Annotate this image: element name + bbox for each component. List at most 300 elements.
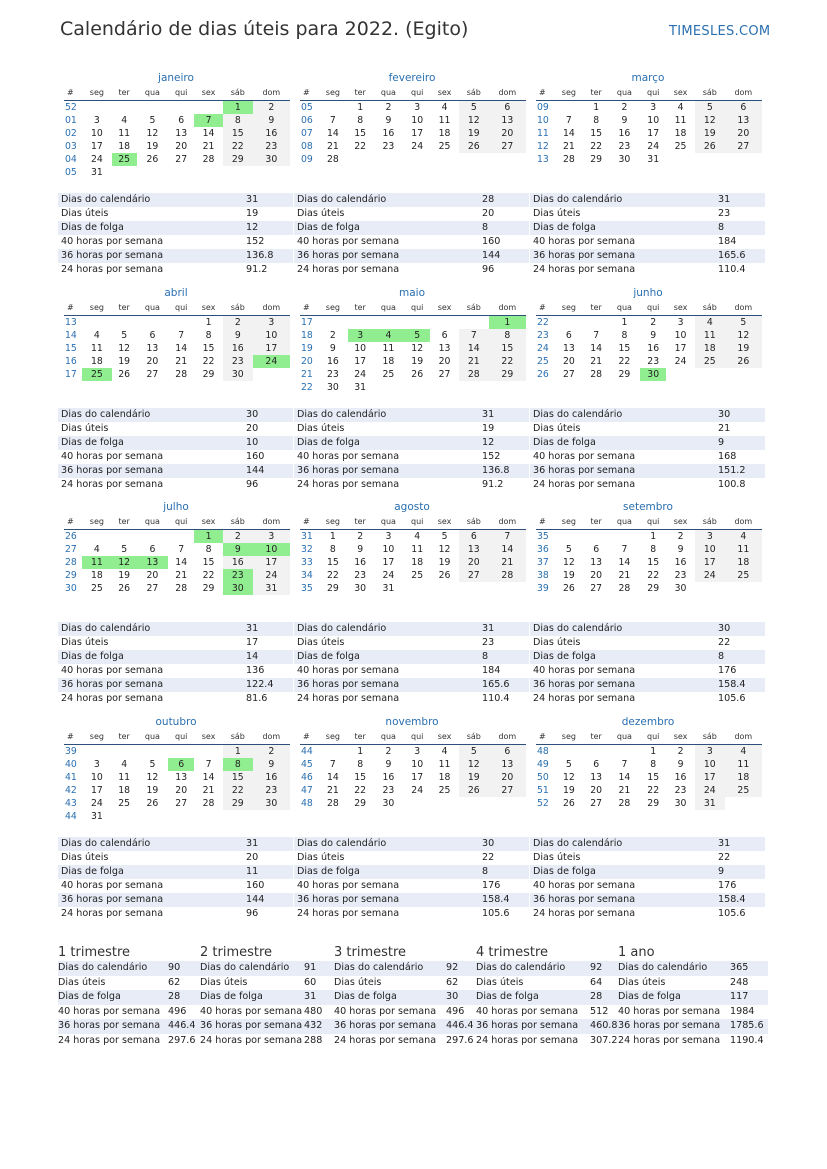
day-cell xyxy=(253,368,290,381)
day-cell: 23 xyxy=(674,569,687,581)
day-cell: 11 xyxy=(118,771,131,783)
day-cell: 31 xyxy=(90,166,103,178)
day-cell: 26 xyxy=(146,153,159,165)
stat-row xyxy=(530,865,765,879)
week-number: 41 xyxy=(65,771,77,783)
stat-label: 36 horas por semana xyxy=(58,249,246,263)
brand-link[interactable]: TIMESLES.COM xyxy=(669,24,771,39)
stat-label: 24 horas por semana xyxy=(61,908,164,919)
week-row xyxy=(64,355,290,368)
week-row xyxy=(300,758,526,771)
stat-label: 40 horas por semana xyxy=(297,236,400,247)
month-stats xyxy=(58,622,293,706)
stat-label: Dias do calendário xyxy=(294,622,482,636)
stat-value: 20 xyxy=(246,423,259,434)
day-cell: 4 xyxy=(441,101,448,113)
day-cell: 13 xyxy=(137,556,169,569)
day-cell: 31 xyxy=(90,810,103,822)
stat-value: 9 xyxy=(718,865,765,879)
quarter-stat-value: 30 xyxy=(446,990,476,1005)
day-cell: 16 xyxy=(354,556,367,568)
stat-label: 36 horas por semana xyxy=(58,464,246,478)
day-cell: 26 xyxy=(118,582,131,594)
day-cell: 9 xyxy=(253,114,290,127)
quarter-stat-label: Dias de folga xyxy=(618,990,730,1005)
weekday-header: dom xyxy=(725,86,762,100)
day-cell: 25 xyxy=(82,368,112,381)
day-cell: 18 xyxy=(118,784,131,796)
day-cell: 4 xyxy=(93,329,100,341)
day-cell: 24 xyxy=(411,784,424,796)
day-cell: 27 xyxy=(146,368,159,380)
stat-value: 96 xyxy=(246,908,259,919)
calendar-grid xyxy=(300,730,526,810)
stat-row xyxy=(530,907,765,921)
weekday-header: # xyxy=(300,86,318,100)
stat-value: 91.2 xyxy=(482,479,504,490)
day-cell: 22 xyxy=(647,784,660,796)
weekday-header: ter xyxy=(584,86,609,100)
quarter-stat-value: 92 xyxy=(446,961,476,976)
day-cell: 21 xyxy=(326,784,339,796)
day-cell: 15 xyxy=(326,556,339,568)
day-cell: 2 xyxy=(621,101,628,113)
week-row xyxy=(64,153,290,166)
day-cell: 31 xyxy=(354,381,367,393)
week-number: 09 xyxy=(537,101,549,113)
weekday-header: qui xyxy=(640,86,666,100)
week-number: 35 xyxy=(301,582,313,594)
month-stats xyxy=(530,837,765,921)
week-row xyxy=(300,556,526,569)
stat-value: 21 xyxy=(718,423,731,434)
day-cell: 28 xyxy=(590,368,603,380)
quarter-stat-label: 40 horas por semana xyxy=(58,1005,161,1017)
day-cell: 16 xyxy=(647,342,660,354)
week-row xyxy=(536,114,762,127)
week-row xyxy=(536,744,762,758)
weekday-header: seg xyxy=(554,86,584,100)
day-cell: 5 xyxy=(459,744,489,758)
weekday-header: dom xyxy=(725,730,762,744)
day-cell: 27 xyxy=(438,368,451,380)
day-cell: 10 xyxy=(253,329,290,342)
weekday-header: ter xyxy=(348,515,373,529)
stat-label: 36 horas por semana xyxy=(294,678,482,692)
stat-row xyxy=(58,450,293,464)
day-cell: 10 xyxy=(354,342,367,354)
weekday-header: sáb xyxy=(223,86,253,100)
week-number: 22 xyxy=(301,381,313,393)
day-cell: 19 xyxy=(695,127,725,140)
day-cell xyxy=(253,810,290,823)
day-cell: 7 xyxy=(329,114,336,126)
day-cell: 3 xyxy=(93,114,100,126)
day-cell xyxy=(459,582,489,595)
stat-row xyxy=(294,422,529,436)
day-cell: 28 xyxy=(175,582,188,594)
stat-label: 24 horas por semana xyxy=(533,693,636,704)
day-cell: 1 xyxy=(357,745,364,757)
stat-row xyxy=(294,692,529,706)
day-cell: 8 xyxy=(357,114,364,126)
weekday-header: qui xyxy=(168,301,194,315)
week-row xyxy=(64,758,290,771)
stat-label: Dias úteis xyxy=(61,423,109,434)
calendar-grid xyxy=(536,86,762,166)
week-row xyxy=(64,315,290,329)
week-row xyxy=(300,784,526,797)
month-stats xyxy=(530,622,765,706)
week-number: 12 xyxy=(537,140,549,152)
stat-row xyxy=(530,422,765,436)
quarter-stat-row xyxy=(58,976,768,991)
day-cell: 7 xyxy=(178,329,185,341)
weekday-header: # xyxy=(64,86,82,100)
quarter-stat-value: 432 xyxy=(304,1019,334,1034)
month-stats xyxy=(530,408,765,492)
day-cell: 5 xyxy=(565,543,572,555)
day-cell: 12 xyxy=(725,329,762,342)
day-cell: 8 xyxy=(205,329,212,341)
stat-label: 24 horas por semana xyxy=(61,693,164,704)
day-cell: 22 xyxy=(590,140,603,152)
stat-row xyxy=(294,879,529,893)
week-number: 17 xyxy=(65,368,77,380)
day-cell: 15 xyxy=(590,127,603,139)
week-row xyxy=(536,543,762,556)
stat-value: 100.8 xyxy=(718,479,746,490)
day-cell: 29 xyxy=(354,797,367,809)
month-stats xyxy=(294,837,529,921)
month-name: junho xyxy=(633,287,663,299)
day-cell xyxy=(318,315,348,329)
day-cell: 4 xyxy=(695,315,725,329)
day-cell: 11 xyxy=(90,342,103,354)
quarter-stat-value: 460.8 xyxy=(590,1019,618,1034)
stat-label: 40 horas por semana xyxy=(297,665,400,676)
day-cell: 14 xyxy=(590,342,603,354)
stat-row xyxy=(294,450,529,464)
day-cell xyxy=(318,100,348,114)
month-stats xyxy=(58,837,293,921)
stat-row xyxy=(58,664,293,678)
day-cell: 25 xyxy=(725,784,762,797)
stat-row xyxy=(530,837,765,851)
day-cell xyxy=(404,797,430,810)
day-cell xyxy=(253,166,290,179)
day-cell: 29 xyxy=(223,153,253,166)
day-cell: 3 xyxy=(414,101,421,113)
week-number: 22 xyxy=(537,316,549,328)
day-cell: 4 xyxy=(414,530,421,542)
quarter-stat-label: 40 horas por semana xyxy=(618,1005,721,1017)
stat-row xyxy=(294,464,529,478)
day-cell: 3 xyxy=(253,529,290,543)
weekday-header: sex xyxy=(666,301,695,315)
day-cell: 20 xyxy=(590,569,603,581)
day-cell: 24 xyxy=(90,153,103,165)
stat-value: 144 xyxy=(482,249,529,263)
day-cell xyxy=(82,529,112,543)
day-cell: 7 xyxy=(329,758,336,770)
weekday-header: dom xyxy=(253,86,290,100)
day-cell: 1 xyxy=(489,315,526,329)
day-cell xyxy=(459,797,489,810)
day-cell: 17 xyxy=(253,342,290,355)
stat-value: 31 xyxy=(246,837,293,851)
week-row xyxy=(64,569,290,582)
day-cell xyxy=(82,100,112,114)
quarter-stat-value: 496 xyxy=(446,1005,465,1017)
day-cell: 15 xyxy=(489,342,526,355)
weekday-header: sex xyxy=(666,515,695,529)
day-cell xyxy=(82,315,112,329)
weekday-header: dom xyxy=(725,515,762,529)
day-cell: 22 xyxy=(354,784,367,796)
weekday-header: sáb xyxy=(695,730,725,744)
day-cell: 6 xyxy=(593,758,600,770)
day-cell: 18 xyxy=(725,771,762,784)
month-maio xyxy=(294,285,530,490)
day-cell: 16 xyxy=(674,771,687,783)
week-row xyxy=(64,771,290,784)
day-cell xyxy=(137,529,169,543)
day-cell: 8 xyxy=(621,329,628,341)
stat-value: 158.4 xyxy=(718,678,765,692)
day-cell: 22 xyxy=(223,784,253,797)
quarter-stat-label: 24 horas por semana xyxy=(200,1034,303,1046)
day-cell: 9 xyxy=(223,329,253,342)
month-name: setembro xyxy=(623,501,673,513)
day-cell: 1 xyxy=(357,101,364,113)
week-row xyxy=(536,329,762,342)
calendar-grid xyxy=(64,515,290,595)
week-number: 29 xyxy=(65,569,77,581)
stat-label: Dias do calendário xyxy=(530,622,718,636)
stat-label: 24 horas por semana xyxy=(297,908,400,919)
quarter-stat-label: Dias úteis xyxy=(618,976,666,988)
stat-row xyxy=(58,893,293,907)
weekday-header: sáb xyxy=(223,301,253,315)
quarter-stat-label: 36 horas por semana xyxy=(476,1019,590,1034)
day-cell: 8 xyxy=(489,329,526,342)
day-cell: 20 xyxy=(146,569,159,581)
day-cell: 2 xyxy=(223,529,253,543)
quarter-stat-label: 24 horas por semana xyxy=(476,1034,579,1046)
week-number: 16 xyxy=(65,355,77,367)
day-cell: 22 xyxy=(647,569,660,581)
quarter-stat-value: 117 xyxy=(730,990,768,1005)
day-cell: 24 xyxy=(354,368,367,380)
week-row xyxy=(300,797,526,810)
stat-label: 40 horas por semana xyxy=(61,665,164,676)
quarter-stat-value: 288 xyxy=(304,1034,323,1046)
stat-label: 24 horas por semana xyxy=(61,264,164,275)
weekday-header: # xyxy=(64,730,82,744)
day-cell: 29 xyxy=(489,368,526,381)
stat-row xyxy=(58,207,293,221)
day-cell: 20 xyxy=(146,355,159,367)
day-cell xyxy=(404,315,430,329)
stat-label: Dias do calendário xyxy=(294,408,482,422)
weekday-header: # xyxy=(536,301,554,315)
weekday-header: qua xyxy=(137,301,169,315)
quarter-stat-label: 40 horas por semana xyxy=(200,1005,303,1017)
stat-label: 40 horas por semana xyxy=(297,451,400,462)
weekday-header: qua xyxy=(373,515,405,529)
weekday-header: qua xyxy=(373,86,405,100)
day-cell: 30 xyxy=(223,368,253,381)
stat-row xyxy=(294,207,529,221)
week-number: 15 xyxy=(65,342,77,354)
stat-label: Dias úteis xyxy=(61,637,109,648)
weekday-header: qui xyxy=(404,515,430,529)
stat-row xyxy=(294,436,529,450)
day-cell: 24 xyxy=(695,784,725,797)
day-cell: 9 xyxy=(223,543,253,556)
day-cell: 29 xyxy=(618,368,631,380)
quarter-stat-value: 307.2 xyxy=(590,1034,618,1046)
stat-label: Dias úteis xyxy=(297,423,345,434)
week-row xyxy=(300,342,526,355)
month-stats xyxy=(58,408,293,492)
weekday-header: qui xyxy=(640,730,666,744)
day-cell: 24 xyxy=(647,140,660,152)
quarter-stat-value: 91 xyxy=(304,961,334,976)
day-cell: 18 xyxy=(90,355,103,367)
day-cell: 1 xyxy=(650,745,657,757)
stat-label: 40 horas por semana xyxy=(61,880,164,891)
day-cell: 12 xyxy=(562,556,575,568)
day-cell: 3 xyxy=(253,315,290,329)
day-cell: 10 xyxy=(647,114,660,126)
quarter-stat-label: 40 horas por semana xyxy=(476,1005,579,1017)
week-row xyxy=(536,797,762,810)
day-cell: 1 xyxy=(593,101,600,113)
weekday-header: seg xyxy=(82,301,112,315)
weekday-header: sáb xyxy=(459,86,489,100)
day-cell: 19 xyxy=(118,355,131,367)
day-cell: 28 xyxy=(175,368,188,380)
day-cell: 25 xyxy=(725,569,762,582)
weekday-header: qua xyxy=(609,515,641,529)
day-cell: 27 xyxy=(175,153,188,165)
weekday-header: dom xyxy=(489,730,526,744)
day-cell: 15 xyxy=(647,771,660,783)
day-cell: 24 xyxy=(253,355,290,368)
day-cell xyxy=(112,744,137,758)
stat-row xyxy=(294,263,529,277)
day-cell xyxy=(554,744,584,758)
day-cell: 16 xyxy=(326,355,339,367)
day-cell: 28 xyxy=(618,797,631,809)
week-number: 13 xyxy=(65,316,77,328)
quarter-stat-label: Dias do calendário xyxy=(334,961,446,976)
day-cell: 8 xyxy=(650,543,657,555)
day-cell xyxy=(168,744,194,758)
day-cell: 4 xyxy=(373,329,405,342)
stat-row xyxy=(58,235,293,249)
day-cell: 6 xyxy=(489,744,526,758)
day-cell: 28 xyxy=(459,368,489,381)
week-number: 37 xyxy=(537,556,549,568)
stat-value: 136.8 xyxy=(482,464,529,478)
weekday-header: sex xyxy=(430,301,459,315)
day-cell: 11 xyxy=(411,543,424,555)
day-cell xyxy=(112,810,137,823)
day-cell: 26 xyxy=(438,569,451,581)
day-cell: 21 xyxy=(175,355,188,367)
day-cell xyxy=(489,153,526,166)
day-cell xyxy=(725,797,762,810)
day-cell: 10 xyxy=(411,758,424,770)
week-row xyxy=(64,797,290,810)
week-row xyxy=(536,342,762,355)
week-row xyxy=(64,744,290,758)
quarter-stat-row xyxy=(58,1034,768,1049)
weekday-header: # xyxy=(64,301,82,315)
stat-value: 8 xyxy=(482,221,529,235)
quarter-stat-value: 512 xyxy=(590,1005,609,1017)
weekday-header: ter xyxy=(584,730,609,744)
stat-label: Dias de folga xyxy=(58,650,246,664)
stat-row xyxy=(58,464,293,478)
month-name: janeiro xyxy=(158,72,194,84)
week-number: 35 xyxy=(537,530,549,542)
day-cell xyxy=(137,166,169,179)
stat-row xyxy=(294,907,529,921)
day-cell: 29 xyxy=(590,153,603,165)
week-number: 08 xyxy=(301,140,313,152)
quarter-stat-label: 36 horas por semana xyxy=(200,1019,304,1034)
day-cell: 14 xyxy=(489,543,526,556)
day-cell xyxy=(194,744,223,758)
week-number: 17 xyxy=(301,316,313,328)
week-row xyxy=(536,368,762,381)
stat-value: 184 xyxy=(718,236,737,247)
day-cell: 30 xyxy=(326,381,339,393)
day-cell xyxy=(373,315,405,329)
stat-label: Dias úteis xyxy=(297,208,345,219)
stat-label: Dias do calendário xyxy=(530,408,718,422)
week-number: 06 xyxy=(301,114,313,126)
week-row xyxy=(536,127,762,140)
day-cell: 16 xyxy=(223,342,253,355)
weekday-header: seg xyxy=(82,730,112,744)
week-row xyxy=(300,744,526,758)
day-cell xyxy=(112,315,137,329)
day-cell: 7 xyxy=(593,329,600,341)
stat-value: 8 xyxy=(482,865,529,879)
quarter-stat-label: Dias de folga xyxy=(476,990,590,1005)
week-row xyxy=(536,355,762,368)
week-number: 19 xyxy=(301,342,313,354)
weekday-header: sex xyxy=(194,86,223,100)
day-cell: 31 xyxy=(695,797,725,810)
day-cell: 19 xyxy=(562,569,575,581)
week-row xyxy=(536,100,762,114)
weekday-header: dom xyxy=(253,515,290,529)
day-cell: 21 xyxy=(562,140,575,152)
day-cell xyxy=(489,381,526,394)
day-cell xyxy=(489,797,526,810)
stat-row xyxy=(58,622,293,636)
day-cell: 1 xyxy=(223,100,253,114)
stat-label: 40 horas por semana xyxy=(533,236,636,247)
day-cell: 13 xyxy=(459,543,489,556)
day-cell: 7 xyxy=(621,758,628,770)
